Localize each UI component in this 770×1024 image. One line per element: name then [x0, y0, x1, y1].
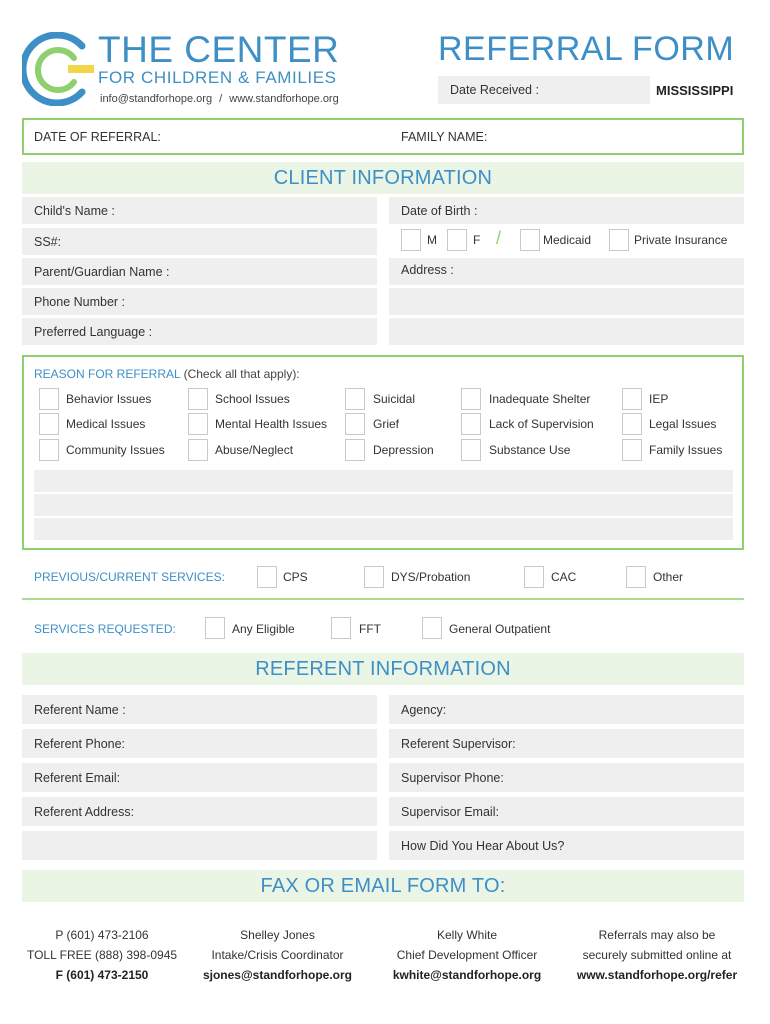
- referent-address-line-2[interactable]: [22, 831, 377, 860]
- referent-email-field[interactable]: [22, 763, 377, 792]
- supervisor-email-field[interactable]: [389, 797, 744, 826]
- intake-contact-email[interactable]: sjones@standforhope.org: [202, 968, 353, 982]
- reason-legal-issues-label: Legal Issues: [649, 417, 717, 431]
- development-contact-title: Chief Development Officer: [396, 948, 538, 962]
- parent-guardian-label: Parent/Guardian Name :: [34, 264, 170, 279]
- reason-legal-issues-checkbox[interactable]: [622, 413, 642, 435]
- address-line-2[interactable]: [389, 288, 744, 315]
- male-label: M: [427, 233, 437, 247]
- reason-notes-line-2[interactable]: [34, 494, 733, 516]
- reason-behavior-issues-label: Behavior Issues: [66, 392, 152, 406]
- cac-checkbox[interactable]: [524, 566, 544, 588]
- reason-substance-use-checkbox[interactable]: [461, 439, 481, 461]
- supervisor-email-label: Supervisor Email:: [401, 804, 499, 819]
- development-contact-name: Kelly White: [436, 928, 498, 942]
- referent-phone-label: Referent Phone:: [34, 736, 126, 751]
- parent-guardian-field[interactable]: [22, 258, 377, 285]
- reason-mental-health-issues-checkbox[interactable]: [188, 413, 208, 435]
- hear-about-us-label: How Did You Hear About Us?: [401, 838, 565, 853]
- any-eligible-checkbox[interactable]: [205, 617, 225, 639]
- general-outpatient-checkbox[interactable]: [422, 617, 442, 639]
- female-label: F: [473, 233, 481, 247]
- referent-name-field[interactable]: [22, 695, 377, 724]
- supervisor-phone-field[interactable]: [389, 763, 744, 792]
- childs-name-label: Child's Name :: [34, 203, 115, 218]
- male-checkbox[interactable]: [401, 229, 421, 251]
- online-note-line-1: Referrals may also be: [598, 928, 716, 942]
- org-email-link[interactable]: info@standforhope.org: [100, 93, 213, 105]
- date-received-label: Date Received :: [450, 83, 539, 97]
- online-referral-link[interactable]: www.standforhope.org/refer: [576, 968, 738, 982]
- fax-number: F (601) 473-2150: [55, 968, 149, 982]
- female-checkbox[interactable]: [447, 229, 467, 251]
- childs-name-field[interactable]: [22, 197, 377, 224]
- other-service-checkbox[interactable]: [626, 566, 646, 588]
- reason-hint: (Check all that apply):: [183, 367, 300, 381]
- cac-label: CAC: [551, 570, 577, 584]
- cps-label: CPS: [283, 570, 308, 584]
- client-info-heading: CLIENT INFORMATION: [22, 162, 744, 194]
- toll-free-number: TOLL FREE (888) 398-0945: [26, 948, 178, 962]
- preferred-language-label: Preferred Language :: [34, 324, 153, 339]
- reason-school-issues-checkbox[interactable]: [188, 388, 208, 410]
- fax-email-heading: FAX OR EMAIL FORM TO:: [22, 870, 744, 902]
- general-outpatient-label: General Outpatient: [449, 622, 551, 636]
- date-of-referral-field[interactable]: [34, 120, 374, 153]
- reason-suicidal-checkbox[interactable]: [345, 388, 365, 410]
- reason-lack-of-supervision-label: Lack of Supervision: [489, 417, 594, 431]
- phone-number: P (601) 473-2106: [55, 928, 149, 942]
- reason-abuse-neglect-checkbox[interactable]: [188, 439, 208, 461]
- date-of-birth-label: Date of Birth :: [401, 203, 478, 218]
- reason-medical-issues-label: Medical Issues: [66, 417, 146, 431]
- reason-behavior-issues-checkbox[interactable]: [39, 388, 59, 410]
- date-received-field[interactable]: [438, 76, 650, 104]
- reason-family-issues-label: Family Issues: [649, 443, 723, 457]
- agency-field[interactable]: [389, 695, 744, 724]
- hear-about-us-field[interactable]: [389, 831, 744, 860]
- reason-iep-label: IEP: [649, 392, 669, 406]
- reason-lack-of-supervision-checkbox[interactable]: [461, 413, 481, 435]
- reason-inadequate-shelter-checkbox[interactable]: [461, 388, 481, 410]
- org-subtitle: FOR CHILDREN & FAMILIES: [98, 68, 337, 87]
- referent-address-field[interactable]: [22, 797, 377, 826]
- referent-supervisor-field[interactable]: [389, 729, 744, 758]
- address-field[interactable]: [389, 258, 744, 285]
- reason-abuse-neglect-label: Abuse/Neglect: [215, 443, 294, 457]
- referent-info-heading: REFERENT INFORMATION: [22, 653, 744, 685]
- state-label: MISSISSIPPI: [656, 82, 734, 98]
- services-requested-label: SERVICES REQUESTED:: [34, 622, 176, 636]
- family-name-field[interactable]: [401, 120, 731, 153]
- date-of-referral-label: DATE OF REFERRAL:: [34, 129, 161, 144]
- ssn-field[interactable]: [22, 228, 377, 255]
- services-divider: [22, 598, 744, 600]
- medicaid-checkbox[interactable]: [520, 229, 540, 251]
- family-name-label: FAMILY NAME:: [401, 129, 488, 144]
- reason-grief-checkbox[interactable]: [345, 413, 365, 435]
- logo-icon: [22, 32, 94, 106]
- dys-probation-label: DYS/Probation: [391, 570, 471, 584]
- fft-checkbox[interactable]: [331, 617, 351, 639]
- footer-development-column: [382, 925, 552, 985]
- address-line-3[interactable]: [389, 318, 744, 345]
- referent-supervisor-label: Referent Supervisor:: [401, 736, 516, 751]
- referent-name-label: Referent Name :: [34, 702, 126, 717]
- dys-probation-checkbox[interactable]: [364, 566, 384, 588]
- ssn-label: SS#:: [34, 234, 62, 249]
- reason-heading: [34, 367, 300, 381]
- agency-label: Agency:: [401, 702, 447, 717]
- reason-substance-use-label: Substance Use: [489, 443, 571, 457]
- preferred-language-field[interactable]: [22, 318, 377, 345]
- referent-email-label: Referent Email:: [34, 770, 121, 785]
- supervisor-phone-label: Supervisor Phone:: [401, 770, 504, 785]
- org-website-link[interactable]: www.standforhope.org: [229, 93, 339, 105]
- reason-suicidal-label: Suicidal: [373, 392, 416, 406]
- footer-intake-column: [195, 925, 360, 985]
- footer-online-column: [568, 925, 746, 985]
- reason-medical-issues-checkbox[interactable]: [39, 413, 59, 435]
- separator: /: [219, 93, 223, 105]
- date-of-birth-field[interactable]: [389, 197, 744, 224]
- reason-heading-label: REASON FOR REFERRAL: [34, 367, 181, 381]
- medicaid-label: Medicaid: [543, 233, 592, 247]
- reason-grief-label: Grief: [373, 417, 400, 431]
- reason-inadequate-shelter-label: Inadequate Shelter: [489, 392, 591, 406]
- development-contact-email[interactable]: kwhite@standforhope.org: [392, 968, 542, 982]
- address-label: Address :: [401, 263, 454, 277]
- private-insurance-label: Private Insurance: [634, 233, 728, 247]
- reason-notes-line-1[interactable]: [34, 470, 733, 492]
- previous-services-label: PREVIOUS/CURRENT SERVICES:: [34, 570, 225, 584]
- online-note-line-2: securely submitted online at: [582, 948, 732, 962]
- reason-iep-checkbox[interactable]: [622, 388, 642, 410]
- footer-phone-column: [22, 925, 182, 985]
- phone-number-field[interactable]: [22, 288, 377, 315]
- phone-number-label: Phone Number :: [34, 294, 126, 309]
- reason-mental-health-issues-label: Mental Health Issues: [215, 417, 328, 431]
- other-service-label: Other: [653, 570, 684, 584]
- form-title: REFERRAL FORM: [438, 30, 735, 68]
- contact-line: [100, 93, 339, 105]
- reason-depression-label: Depression: [373, 443, 434, 457]
- reason-depression-checkbox[interactable]: [345, 439, 365, 461]
- reason-community-issues-checkbox[interactable]: [39, 439, 59, 461]
- reason-family-issues-checkbox[interactable]: [622, 439, 642, 461]
- private-insurance-checkbox[interactable]: [609, 229, 629, 251]
- reason-school-issues-label: School Issues: [215, 392, 290, 406]
- gender-insurance-divider: /: [496, 228, 502, 248]
- referent-phone-field[interactable]: [22, 729, 377, 758]
- any-eligible-label: Any Eligible: [232, 622, 295, 636]
- cps-checkbox[interactable]: [257, 566, 277, 588]
- reason-notes-line-3[interactable]: [34, 518, 733, 540]
- reason-community-issues-label: Community Issues: [66, 443, 165, 457]
- intake-contact-name: Shelley Jones: [240, 928, 315, 942]
- referent-address-label: Referent Address:: [34, 804, 135, 819]
- fft-label: FFT: [359, 622, 381, 636]
- org-name: THE CENTER: [98, 29, 340, 70]
- intake-contact-title: Intake/Crisis Coordinator: [211, 948, 344, 962]
